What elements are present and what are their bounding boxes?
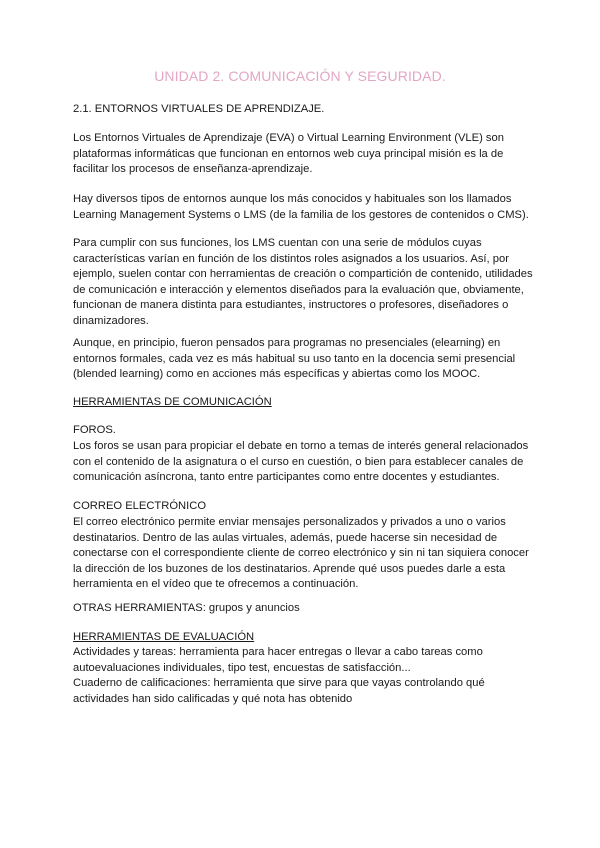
foros-text: Los foros se usan para propiciar el debate en torno a temas de interés general relacionados con el contenido de la asignatura o el curso en cuestión, o bien para establecer canales de comunicación asíncrona, tanto entre participantes como entre docentes y estudiantes. bbox=[73, 440, 529, 484]
correo-title: CORREO ELECTRÓNICO bbox=[73, 500, 207, 512]
paragraph-lms-modules: Para cumplir con sus funciones, los LMS cuentan con una serie de módulos cuyas características varían en función de los distintos roles asignados a los usuarios. Así, por ejemplo, suelen contar con herramientas de creación o compartición de contenido, utilidades de comunicación e interacción y elementos diseñados para la evaluación que, obviamente, funcionan de manera distinta para estudiantes, instructores o profesores, diseñadores o dinamizadores. bbox=[73, 237, 533, 327]
foros-title: FOROS. bbox=[73, 424, 116, 436]
paragraph-eva: Los Entornos Virtuales de Aprendizaje (EVA) o Virtual Learning Environment (VLE) son plataformas informáticas que funcionan en entornos web cuya principal misión es la de facilitar los procesos de enseñanza-aprendizaje. bbox=[73, 132, 504, 176]
correo-text: El correo electrónico permite enviar mensajes personalizados y privados a uno o varios destinatarios. Dentro de las aulas virtuales, además, puede hacerse sin necesidad de conectarse con el correspondiente cliente de correo electrónico y sin ni tan siquiera conocer la dirección de los buzones de los destinatarios. Aprende qué usos puedes darle a esta herramienta en el vídeo que te ofrecemos a continuación. bbox=[73, 516, 529, 591]
cuaderno-text: Cuaderno de calificaciones: herramienta que sirve para que vayas controlando qué actividades han sido calificadas y qué nota has obtenido bbox=[73, 677, 485, 705]
section-heading: 2.1. ENTORNOS VIRTUALES DE APRENDIZAJE. bbox=[73, 103, 325, 115]
paragraph-lms-types: Hay diversos tipos de entornos aunque los más conocidos y habituales son los llamados Learning Management Systems o LMS (de la familia de los gestores de contenidos o CMS). bbox=[73, 193, 529, 221]
paragraph-elearning: Aunque, en principio, fueron pensados para programas no presenciales (elearning) en entornos formales, cada vez es más habitual su uso tanto en la docencia semi presencial (blended learning) como en acciones más específicas y abiertas como los MOOC. bbox=[73, 337, 516, 381]
otras-herramientas: OTRAS HERRAMIENTAS: grupos y anuncios bbox=[73, 602, 300, 614]
actividades-text: Actividades y tareas: herramienta para hacer entregas o llevar a cabo tareas como autoevaluaciones individuales, tipo test, encuestas de satisfacción... bbox=[73, 646, 483, 674]
page-title: UNIDAD 2. COMUNICACIÓN Y SEGURIDAD. bbox=[154, 68, 446, 84]
heading-evaluacion: HERRAMIENTAS DE EVALUACIÓN bbox=[73, 631, 255, 643]
heading-comunicacion: HERRAMIENTAS DE COMUNICACIÓN bbox=[73, 396, 272, 408]
